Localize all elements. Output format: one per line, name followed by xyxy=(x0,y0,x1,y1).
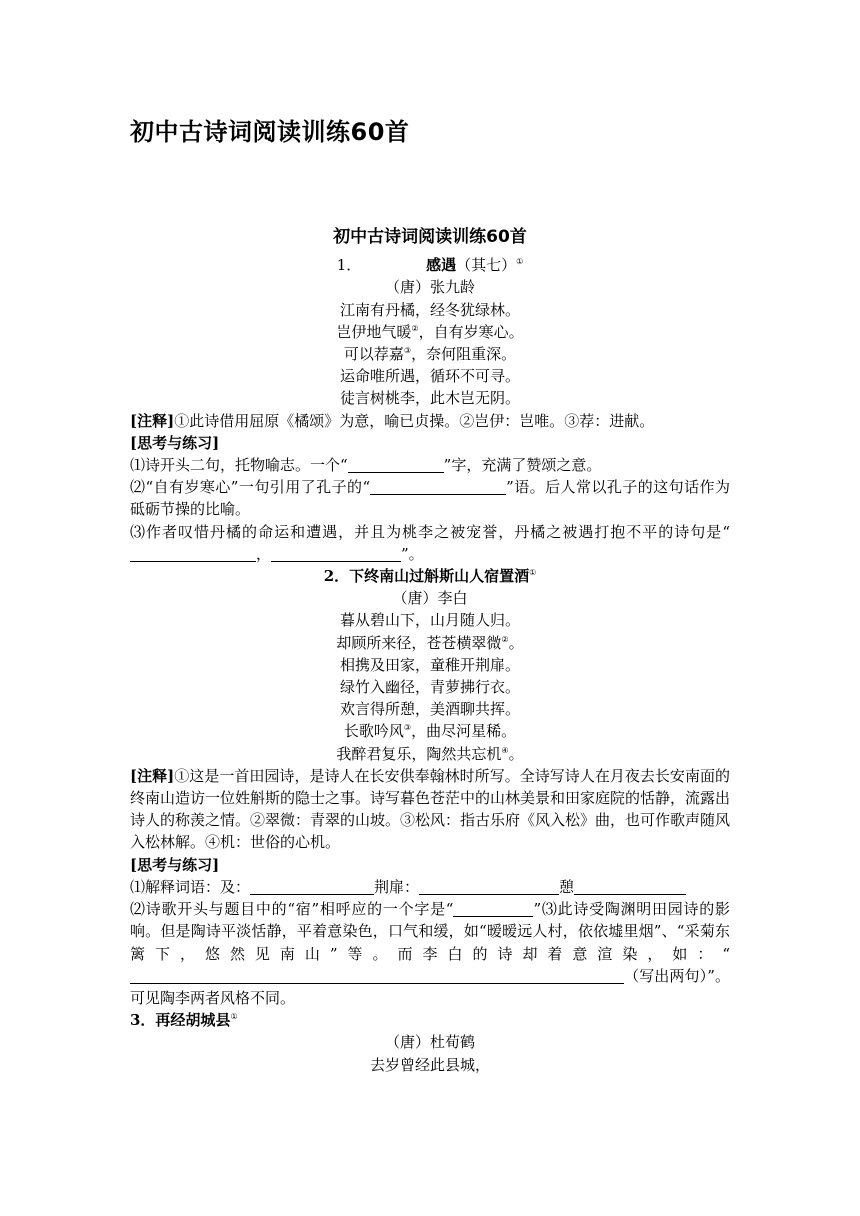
poem2-question-2-3: ⑵诗歌开头与题目中的“宿”相呼应的一个字是“ ”⑶此诗受陶渊明田园诗的影响。但是陶诗平淡恬静，平着意染色，口气和缓，如“暧暧远人村，依依墟里烟”、“采菊东篱下，悠然见南山”等。而李白的诗却着意渲染，如：“（写出两句）”。可见陶李两者风格不同。 xyxy=(130,900,730,1007)
answer-blank[interactable] xyxy=(370,478,506,495)
poem1-author: （唐）张九龄 xyxy=(384,278,475,297)
poem1-question-1: ⑴诗开头二句，托物喻志。一个“ ”字，充满了赞颂之意。 xyxy=(130,456,602,475)
poem-line: 运命唯所遇，循环不可寻。 xyxy=(339,367,520,386)
poem-line: 徒言树桃李，此木岂无阴。 xyxy=(339,389,520,408)
poem2-heading: 2．下终南山过斛斯山人宿置酒① xyxy=(323,567,537,586)
answer-blank[interactable] xyxy=(419,878,559,895)
poem1-question-3: ⑶作者叹惜丹橘的命运和遭遇，并且为桃李之被宠誉，丹橘之被遇打抱不平的诗句是“， ”。 xyxy=(130,522,730,563)
answer-blank[interactable] xyxy=(130,967,624,984)
poem-line: 我醉君复乐，陶然共忘机④。 xyxy=(336,744,524,763)
poem2-question-1: ⑴解释词语：及： 荆扉： 憩 xyxy=(130,876,730,898)
poem-line: 长歌吟风③，曲尽河星稀。 xyxy=(343,722,517,741)
poem3-heading: 3．再经胡城县① xyxy=(130,1011,238,1030)
poem2-lines xyxy=(130,609,730,764)
poem-line: 可以荐嘉③，奈何阻重深。 xyxy=(343,345,517,364)
poem1-notes: [注释]①此诗借用屈原《橘颂》为意，喻已贞操。②岂伊：岂唯。③荐：进献。 xyxy=(130,411,655,430)
answer-blank[interactable] xyxy=(348,456,444,473)
poem1-heading xyxy=(130,254,730,276)
answer-blank[interactable] xyxy=(250,878,374,895)
poem1-title-note: ① xyxy=(516,257,524,267)
poem-line: 却顾所来径，苍苍横翠微②。 xyxy=(336,633,524,652)
poem-line: 欢言得所憩，美酒聊共挥。 xyxy=(339,700,520,719)
answer-blank[interactable] xyxy=(574,878,686,895)
poem1-number: 1． xyxy=(336,256,362,275)
poem-line: 绿竹入幽径，青萝拂行衣。 xyxy=(339,678,520,697)
poem-line: 去岁曾经此县城， xyxy=(369,1055,490,1074)
document-body xyxy=(130,226,730,1076)
answer-blank[interactable] xyxy=(453,900,533,917)
poem1-question-2: ⑵“自有岁寒心”一句引用了孔子的“ ”语。后人常以孔子的这句话作为砥砺节操的比喻。 xyxy=(130,478,730,519)
poem1-lines xyxy=(130,299,730,410)
poem2-author: （唐）李白 xyxy=(392,589,468,608)
poem1-title: 感遇 xyxy=(426,256,457,275)
poem-line: 江南有丹橘，经冬犹绿林。 xyxy=(339,300,520,319)
poem1-practice-label: [思考与练习] xyxy=(130,433,220,452)
poem-line: 相携及田家，童稚开荆扉。 xyxy=(339,655,520,674)
poem1-title-suffix: （其七） xyxy=(456,256,517,275)
answer-blank[interactable] xyxy=(130,545,256,562)
poem2-practice-label: [思考与练习] xyxy=(130,855,220,874)
poem-line: 暮从碧山下，山月随人归。 xyxy=(339,611,520,630)
document-title: 初中古诗词阅读训练60首 xyxy=(130,118,410,146)
poem2-notes: [注释]①这是一首田园诗，是诗人在长安供奉翰林时所写。全诗写诗人在月夜去长安南面的终南山造访一位姓斛斯的隐士之事。诗写暮色苍茫中的山林美景和田家庭院的恬静，流露出诗人的称羡之情。②翠微：青翠的山坡。③松风：指古乐府《风入松》曲，也可作歌声随风入松林解。④机：世俗的心机。 xyxy=(130,766,731,852)
poem-line: 岂伊地气暖②，自有岁寒心。 xyxy=(336,322,524,341)
poem3-author: （唐）杜荀鹤 xyxy=(384,1033,475,1052)
answer-blank[interactable] xyxy=(271,545,401,562)
section-title: 初中古诗词阅读训练60首 xyxy=(333,227,527,247)
